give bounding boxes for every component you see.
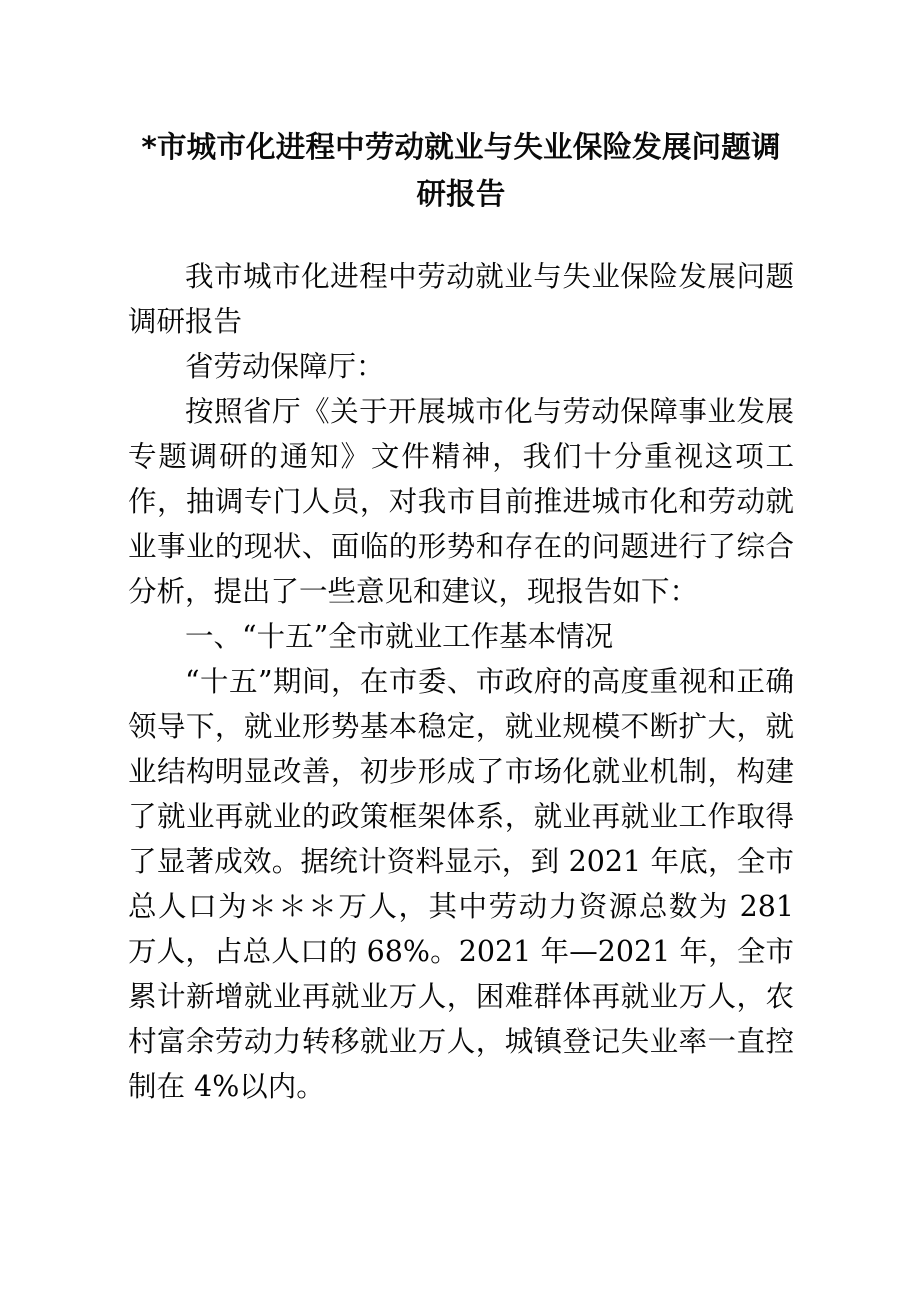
document-title: *市城市化进程中劳动就业与失业保险发展问题调研报告 (141, 129, 781, 211)
paragraph-3: 按照省厅《关于开展城市化与劳动保障事业发展专题调研的通知》文件精神，我们十分重视这项工作，抽调专门人员，对我市目前推进城市化和劳动就业事业的现状、面临的形势和存在的问题进行了综合分析，提出了一些意见和建议，现报告如下： (128, 395, 794, 608)
paragraph-2: 省劳动保障厅： (185, 350, 385, 383)
paragraph-4-heading: 一、“十五”全市就业工作基本情况 (185, 620, 614, 653)
paragraph-5: “十五”期间，在市委、市政府的高度重视和正确领导下，就业形势基本稳定，就业规模不断扩大，就业结构明显改善，初步形成了市场化就业机制，构建了就业再就业的政策框架体系，就业再就业工作取得了显著成效。据统计资料显示，到 2021 年底，全市总人口为＊＊＊万人，其中劳动力资源总数为 281 万人，占总人口的 68%。2021 年—2021 年，全市累计新增就业再就业万人，困难群体再就业万人，农村富余劳动力转移就业万人，城镇登记失业率一直控制在 4%以内。 (128, 665, 794, 1103)
paragraph-1: 我市城市化进程中劳动就业与失业保险发展问题调研报告 (128, 260, 794, 338)
document-body (128, 254, 794, 1109)
